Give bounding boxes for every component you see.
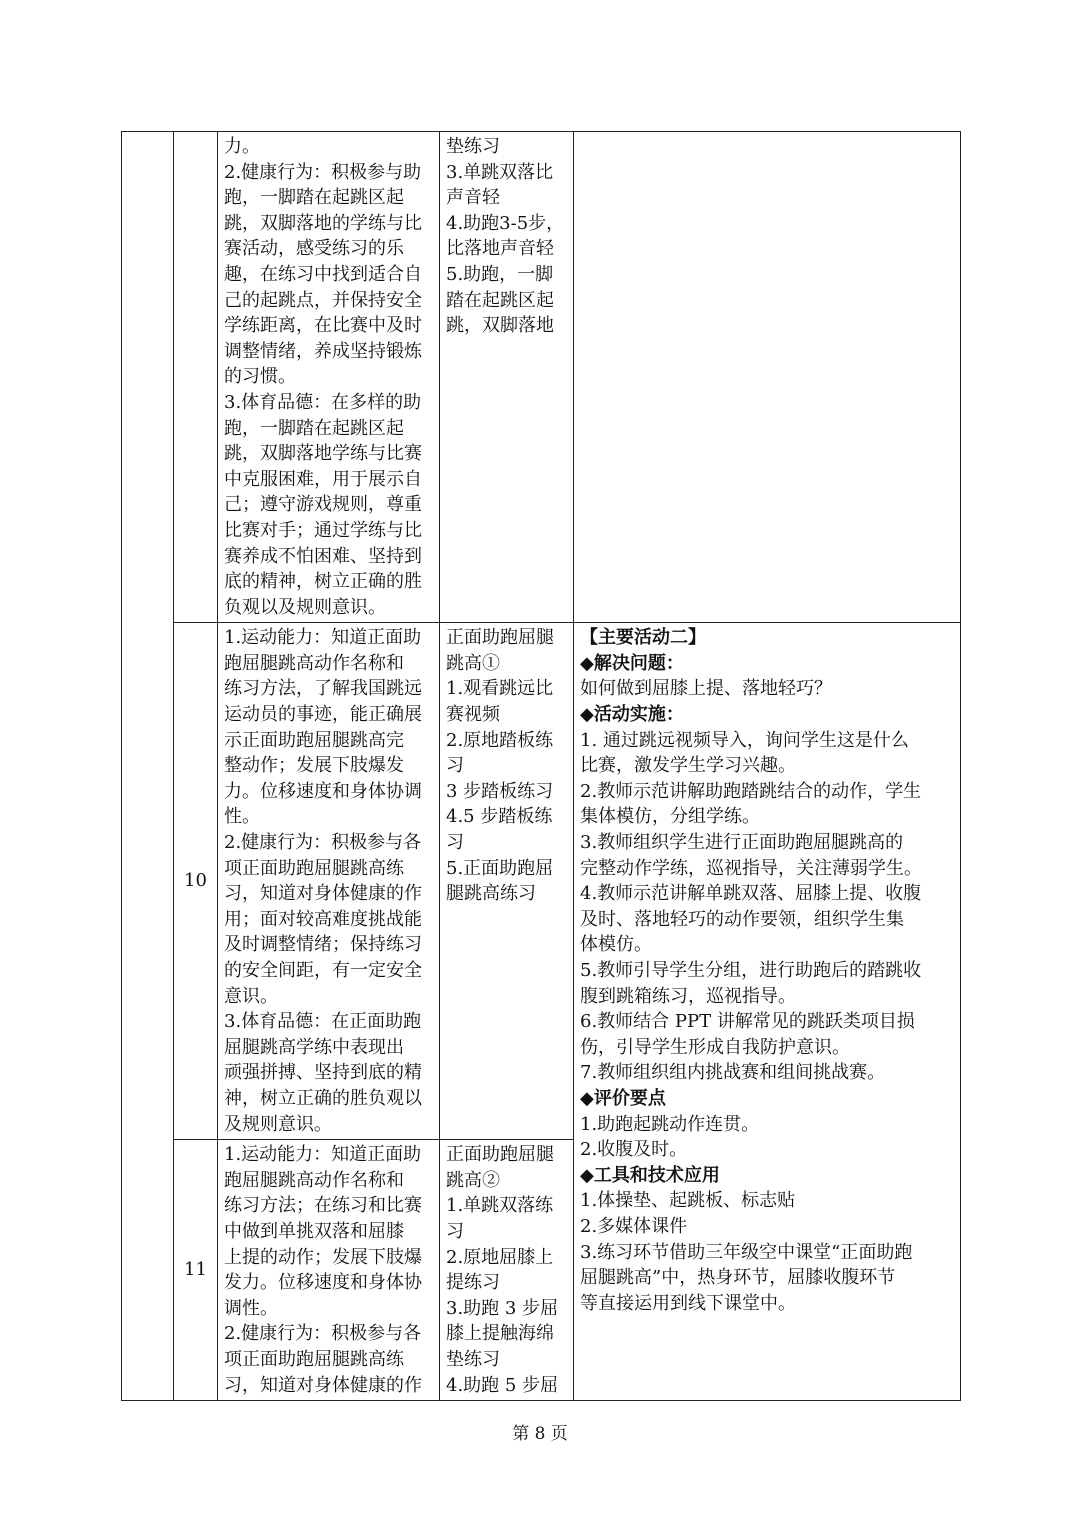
text-line: 踏在起跳区起 [446,289,554,311]
activity-line: 腹到跳箱练习，巡视指导。 [580,985,796,1007]
text-line: 的习惯。 [224,366,296,388]
text-line: 腿跳高练习 [446,883,536,905]
text-line: 1.单跳双落练 [446,1195,554,1217]
text-line: 跑屈腿跳高动作名称和 [224,1169,404,1191]
text-line: 运动员的事迹，能正确展 [224,704,422,726]
text-line: 跳，双脚落地的学练与比 [224,212,422,234]
text-line: 4.5 步踏板练 [446,806,553,828]
text-line: 2.健康行为：积极参与助 [224,161,422,183]
text-line: 1.观看跳远比 [446,678,554,700]
text-line: 声音轻 [446,187,500,209]
text-line: 5.助跑，一脚 [446,263,554,285]
text-line: 习，知道对身体健康的作 [224,1374,422,1396]
text-line: 习 [446,755,464,777]
text-line: 学练距离，在比赛中及时 [224,315,422,337]
text-line: 3.单跳双落比 [446,161,554,183]
activity-line: 体模仿。 [580,934,652,956]
text-line: 练习方法；在练习和比赛 [224,1195,422,1217]
activity-line: 屈腿跳高”中，热身环节，屈膝收腹环节 [580,1267,896,1289]
text-line: 3.体育品德：在多样的助 [224,391,422,413]
text-line: 跑屈腿跳高动作名称和 [224,652,404,674]
activity-line: 2.多媒体课件 [580,1215,688,1237]
text-line: 意识。 [224,985,278,1007]
activity-line: 1. 通过跳远视频导入，询问学生这是什么 [580,729,909,751]
text-line: 垫练习 [446,1348,500,1370]
text-line: 整动作；发展下肢爆发 [224,755,404,777]
text-line: 调性。 [224,1297,278,1319]
text-line: 2.健康行为：积极参与各 [224,1323,422,1345]
content-cell [440,132,574,623]
text-line: 底的精神，树立正确的胜 [224,571,422,593]
activity-heading: 【主要活动二】 [580,627,706,649]
activity-line: 7.教师组织组内挑战赛和组间挑战赛。 [580,1062,886,1084]
text-line: 习 [446,1220,464,1242]
text-line: 示正面助跑屈腿跳高完 [224,729,404,751]
content-cell [440,623,574,1140]
text-line: 己的起跳点，并保持安全 [224,289,422,311]
text-line: 发力。位移速度和身体协 [224,1272,422,1294]
text-line: 力。 [224,136,260,157]
text-line: 项正面助跑屈腿跳高练 [224,1348,404,1370]
activity-line: 及时、落地轻巧的动作要领，组织学生集 [580,908,904,930]
activity-line: 2.教师示范讲解助跑踏跳结合的动作，学生 [580,780,922,802]
lesson-number-cell: 11 [174,1140,218,1401]
text-line: 膝上提触海绵 [446,1323,554,1345]
activity-line: 伤，引导学生形成自我防护意识。 [580,1036,850,1058]
text-line: 2.原地屈膝上 [446,1246,554,1268]
text-line: 3 步踏板练习 [446,780,554,802]
text-line: 3.助跑 3 步屈 [446,1297,559,1319]
text-line: 项正面助跑屈腿跳高练 [224,857,404,879]
text-line: 中克服困难，用于展示自 [224,468,422,490]
activity-line: 5.教师引导学生分组，进行助跑后的踏跳收 [580,960,922,981]
content-cell [440,1140,574,1401]
table-row-lesson-10 [122,623,961,1140]
page-number: 第 8 页 [512,1424,568,1444]
activity-cell [574,623,961,1401]
text-line: 的安全间距，有一定安全 [224,960,422,981]
activity-line: 集体模仿，分组学练。 [580,806,760,828]
lesson-number-cell: 10 [174,623,218,1140]
text-line: 用；面对较高难度挑战能 [224,908,422,930]
text-line: 提练习 [446,1272,500,1294]
text-line: 比赛对手；通过学练与比 [224,519,422,541]
text-line: 赛养成不怕困难、坚持到 [224,545,422,567]
text-line: 调整情绪，养成坚持锻炼 [224,340,422,362]
text-line: 正面助跑屈腿 [446,1144,554,1166]
goals-cell [218,132,440,623]
text-line: 跳，双脚落地学练与比赛 [224,443,422,465]
activity-line: 等直接运用到线下课堂中。 [580,1292,796,1314]
text-line: 跳高② [446,1169,500,1191]
activity-cell-empty [574,132,961,623]
text-line: 4.助跑 5 步屈 [446,1374,559,1396]
text-line: 垫练习 [446,136,500,157]
activity-line: 6.教师结合 PPT 讲解常见的跳跃类项目损 [580,1011,915,1033]
text-line: 习 [446,832,464,854]
text-line: 神，树立正确的胜负观以 [224,1087,422,1109]
text-line: 练习方法，了解我国跳远 [224,678,422,700]
activity-line: 3.练习环节借助三年级空中课堂“正面助跑 [580,1241,913,1263]
activity-line: 1.体操垫、起跳板、标志贴 [580,1190,796,1212]
activity-heading: ◆评价要点 [580,1087,666,1109]
text-line: 中做到单挑双落和屈膝 [224,1220,404,1242]
text-line: 顽强拼搏、坚持到底的精 [224,1062,422,1084]
text-line: 及时调整情绪；保持练习 [224,934,422,956]
text-line: 5.正面助跑屈 [446,857,554,879]
activity-line: 2.收腹及时。 [580,1139,688,1161]
text-line: 跑，一脚踏在起跳区起 [224,187,404,209]
activity-line: 3.教师组织学生进行正面助跑屈腿跳高的 [580,832,904,854]
text-line: 跳高① [446,652,500,674]
text-line: 趣，在练习中找到适合自 [224,263,422,285]
lesson-plan-table [121,131,961,1401]
text-line: 己；遵守游戏规则，尊重 [224,494,422,516]
activity-heading: ◆解决问题： [580,652,684,674]
lesson-number-cell [174,132,218,623]
blank-cell [122,132,174,1401]
text-line: 2.原地踏板练 [446,729,554,751]
goals-cell [218,1140,440,1401]
activity-line: 完整动作学练，巡视指导，关注薄弱学生。 [580,857,922,879]
text-line: 比落地声音轻 [446,238,554,260]
text-line: 性。 [224,806,260,828]
activity-line: 如何做到屈膝上提、落地轻巧？ [580,678,832,700]
goals-cell [218,623,440,1140]
text-line: 屈腿跳高学练中表现出 [224,1036,404,1058]
text-line: 4.助跑3-5步， [446,212,565,234]
activity-line: 1.助跑起跳动作连贯。 [580,1113,760,1135]
text-line: 跑，一脚踏在起跳区起 [224,417,404,439]
text-line: 正面助跑屈腿 [446,627,554,649]
text-line: 跳，双脚落地 [446,315,554,337]
text-line: 习，知道对身体健康的作 [224,883,422,905]
activity-line: 比赛，激发学生学习兴趣。 [580,755,796,777]
text-line: 及规则意识。 [224,1113,332,1135]
text-line: 力。位移速度和身体协调 [224,780,422,802]
text-line: 赛视频 [446,704,500,726]
activity-heading: ◆工具和技术应用 [580,1164,720,1186]
text-line: 1.运动能力：知道正面助 [224,627,422,649]
text-line: 1.运动能力：知道正面助 [224,1144,422,1166]
text-line: 3.体育品德：在正面助跑 [224,1011,422,1033]
text-line: 2.健康行为：积极参与各 [224,832,422,854]
text-line: 负观以及规则意识。 [224,596,386,618]
activity-line: 4.教师示范讲解单跳双落、屈膝上提、收腹 [580,883,922,905]
table-row-continued [122,132,961,623]
activity-heading: ◆活动实施： [580,704,684,726]
text-line: 上提的动作；发展下肢爆 [224,1246,422,1268]
text-line: 赛活动，感受练习的乐 [224,238,404,260]
